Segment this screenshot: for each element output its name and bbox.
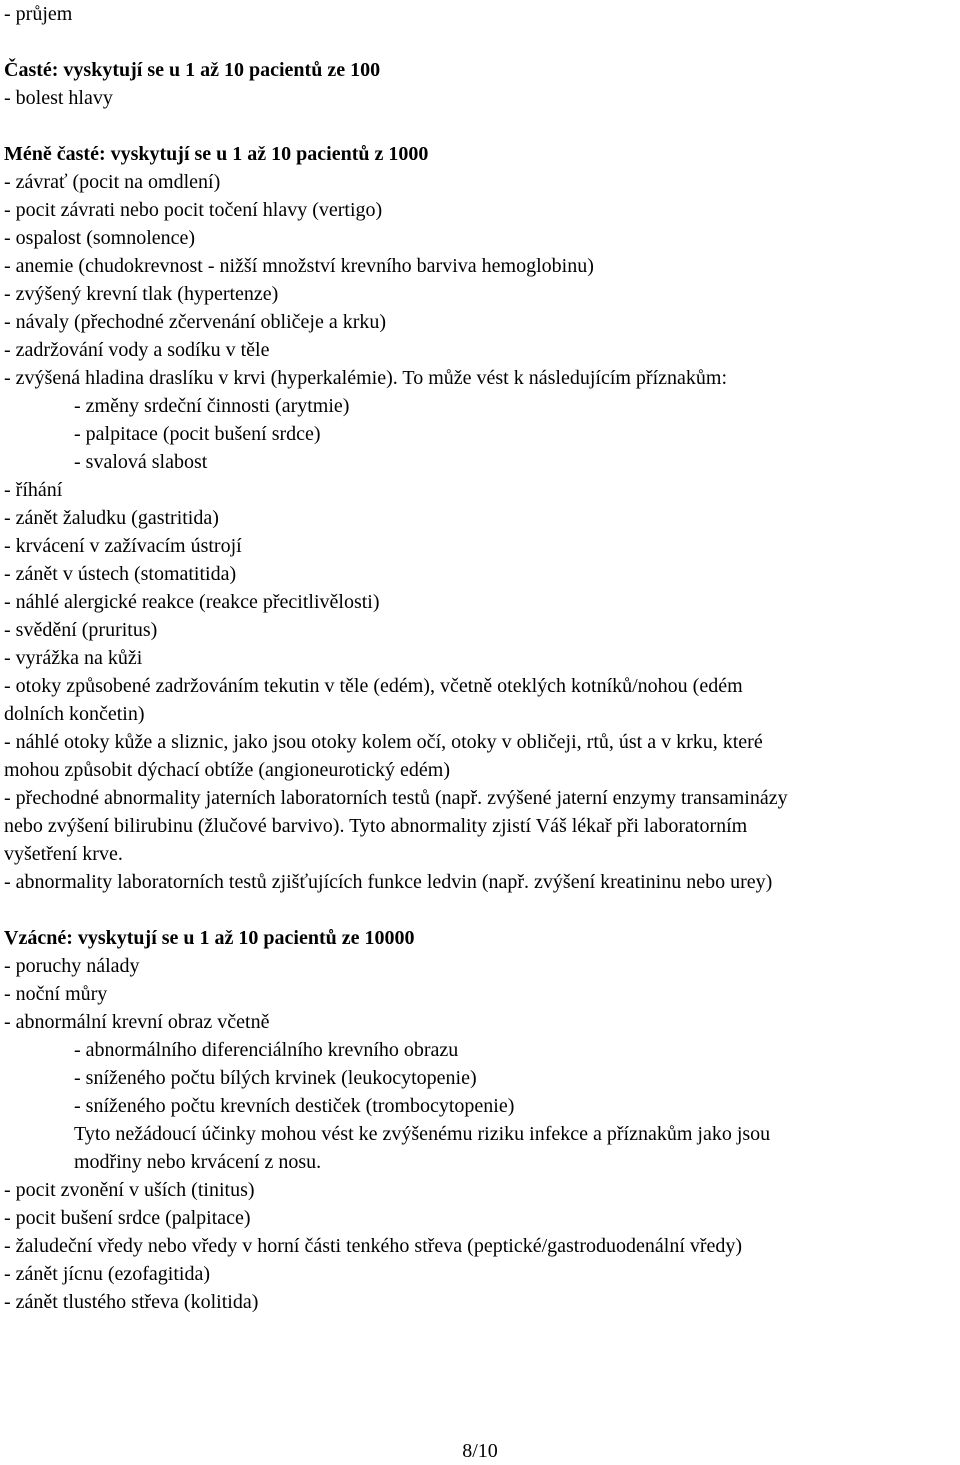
list-item: - návaly (přechodné zčervenání obličeje a krku) [4, 311, 387, 333]
spacer [4, 896, 956, 924]
list-item: - zvýšený krevní tlak (hypertenze) [4, 283, 279, 305]
list-item: - pocit bušení srdce (palpitace) [4, 1207, 251, 1229]
list-item: - náhlé otoky kůže a sliznic, jako jsou otoky kolem očí, otoky v obličeji, rtů, úst a v krku, které [4, 731, 763, 753]
list-item: - noční můry [4, 983, 108, 1005]
section-heading-uncommon: Méně časté: vyskytují se u 1 až 10 pacientů z 1000 [4, 143, 429, 165]
sub-list-item: - abnormálního diferenciálního krevního obrazu [74, 1039, 459, 1061]
leaflet-page [4, 0, 956, 1316]
list-item: - přechodné abnormality jaterních laboratorních testů (např. zvýšené jaterní enzymy transaminázy [4, 787, 788, 809]
list-item-continuation: nebo zvýšení bilirubinu (žlučové barvivo). Tyto abnormality zjistí Váš lékař při laboratorním [4, 815, 748, 837]
section-heading-rare: Vzácné: vyskytují se u 1 až 10 pacientů ze 10000 [4, 927, 415, 949]
sub-list-item: - sníženého počtu bílých krvinek (leukocytopenie) [74, 1067, 477, 1089]
sub-list-note: Tyto nežádoucí účinky mohou vést ke zvýšenému riziku infekce a příznakům jako jsou [74, 1123, 771, 1145]
sub-list-item: - svalová slabost [74, 451, 208, 473]
sub-list-note: modřiny nebo krvácení z nosu. [74, 1151, 322, 1173]
sub-list-item: - změny srdeční činnosti (arytmie) [74, 395, 350, 417]
list-item: - bolest hlavy [4, 87, 113, 109]
list-item: - krvácení v zažívacím ústrojí [4, 535, 242, 557]
list-item: - poruchy nálady [4, 955, 140, 977]
list-item: - říhání [4, 479, 63, 501]
sub-list-item: - palpitace (pocit bušení srdce) [74, 423, 321, 445]
list-item: - otoky způsobené zadržováním tekutin v těle (edém), včetně oteklých kotníků/nohou (edém [4, 675, 743, 697]
list-item: - zánět jícnu (ezofagitida) [4, 1263, 210, 1285]
list-item: - anemie (chudokrevnost - nižší množství krevního barviva hemoglobinu) [4, 255, 594, 277]
list-item: - zánět v ústech (stomatitida) [4, 563, 237, 585]
list-item: - náhlé alergické reakce (reakce přecitlivělosti) [4, 591, 380, 613]
list-item: - zvýšená hladina draslíku v krvi (hyperkalémie). To může vést k následujícím příznakům: [4, 367, 728, 389]
list-item: - abnormality laboratorních testů zjišťujících funkce ledvin (např. zvýšení kreatininu nebo urey) [4, 871, 773, 893]
list-item: - průjem [4, 3, 73, 25]
list-item: - závrať (pocit na omdlení) [4, 171, 221, 193]
list-item: - zadržování vody a sodíku v těle [4, 339, 270, 361]
list-item: - pocit závrati nebo pocit točení hlavy (vertigo) [4, 199, 383, 221]
list-item: - žaludeční vředy nebo vředy v horní části tenkého střeva (peptické/gastroduodenální vředy) [4, 1235, 743, 1257]
list-item: - pocit zvonění v uších (tinitus) [4, 1179, 255, 1201]
list-item: - vyrážka na kůži [4, 647, 143, 669]
sub-list-item: - sníženého počtu krevních destiček (trombocytopenie) [74, 1095, 515, 1117]
list-item: - abnormální krevní obraz včetně [4, 1011, 270, 1033]
spacer [4, 112, 956, 140]
page-number: 8/10 [462, 1440, 498, 1462]
list-item-continuation: mohou způsobit dýchací obtíže (angioneurotický edém) [4, 759, 450, 781]
list-item: - zánět tlustého střeva (kolitida) [4, 1291, 259, 1313]
list-item: - svědění (pruritus) [4, 619, 158, 641]
spacer [4, 28, 956, 56]
list-item: - zánět žaludku (gastritida) [4, 507, 219, 529]
list-item: - ospalost (somnolence) [4, 227, 196, 249]
list-item-continuation: vyšetření krve. [4, 843, 123, 865]
section-heading-common: Časté: vyskytují se u 1 až 10 pacientů ze 100 [4, 59, 381, 81]
list-item-continuation: dolních končetin) [4, 703, 145, 725]
